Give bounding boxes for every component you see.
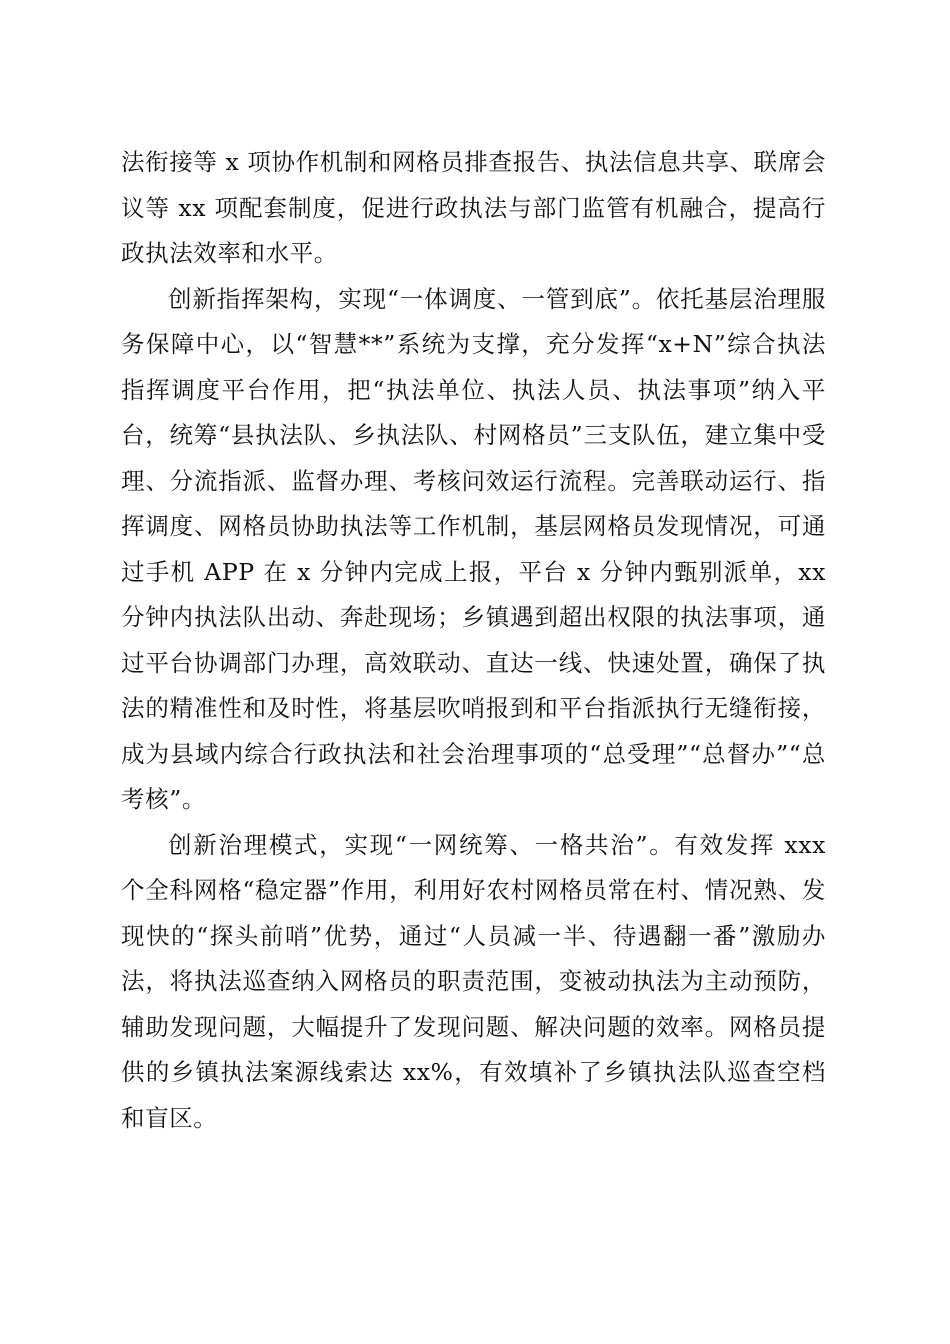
paragraph-continuation: 法衔接等 x 项协作机制和网格员排查报告、执法信息共享、联席会议等 xx 项配套制度，促进行政执法与部门监管有机融合，提高行政执法效率和水平。 xyxy=(121,148,826,267)
paragraph-command-structure: 创新指挥架构，实现“一体调度、一管到底”。依托基层治理服务保障中心，以“智慧**”系统为支撑，充分发挥“x+N”综合执法指挥调度平台作用，把“执法单位、执法人员、执法事项”纳入平台，统筹“县执法队、乡执法队、村网格员”三支队伍，建立集中受理、分流指派、监督办理、考核问效运行流程。完善联动运行、指挥调度、网格员协助执法等工作机制，基层网格员发现情况，可通过手机 APP 在 x 分钟内完成上报，平台 x 分钟内甄别派单，xx 分钟内执法队出动、奔赴现场；乡镇遇到超出权限的执法事项，通过平台协调部门办理，高效联动、直达一线、快速处置，确保了执法的精准性和及时性，将基层吹哨报到和平台指派执行无缝衔接，成为县域内综合行政执法和社会治理事项的“总受理”“总督办”“总考核”。 xyxy=(121,284,826,813)
paragraph-governance-model: 创新治理模式，实现“一网统筹、一格共治”。有效发挥 xxx 个全科网格“稳定器”作用，利用好农村网格员常在村、情况熟、发现快的“探头前哨”优势，通过“人员减一半、待遇翻一番”激励办法，将执法巡查纳入网格员的职责范围，变被动执法为主动预防，辅助发现问题，大幅提升了发现问题、解决问题的效率。网格员提供的乡镇执法案源线索达 xx%，有效填补了乡镇执法队巡查空档和盲区。 xyxy=(121,830,826,1132)
body-text xyxy=(121,140,826,1141)
